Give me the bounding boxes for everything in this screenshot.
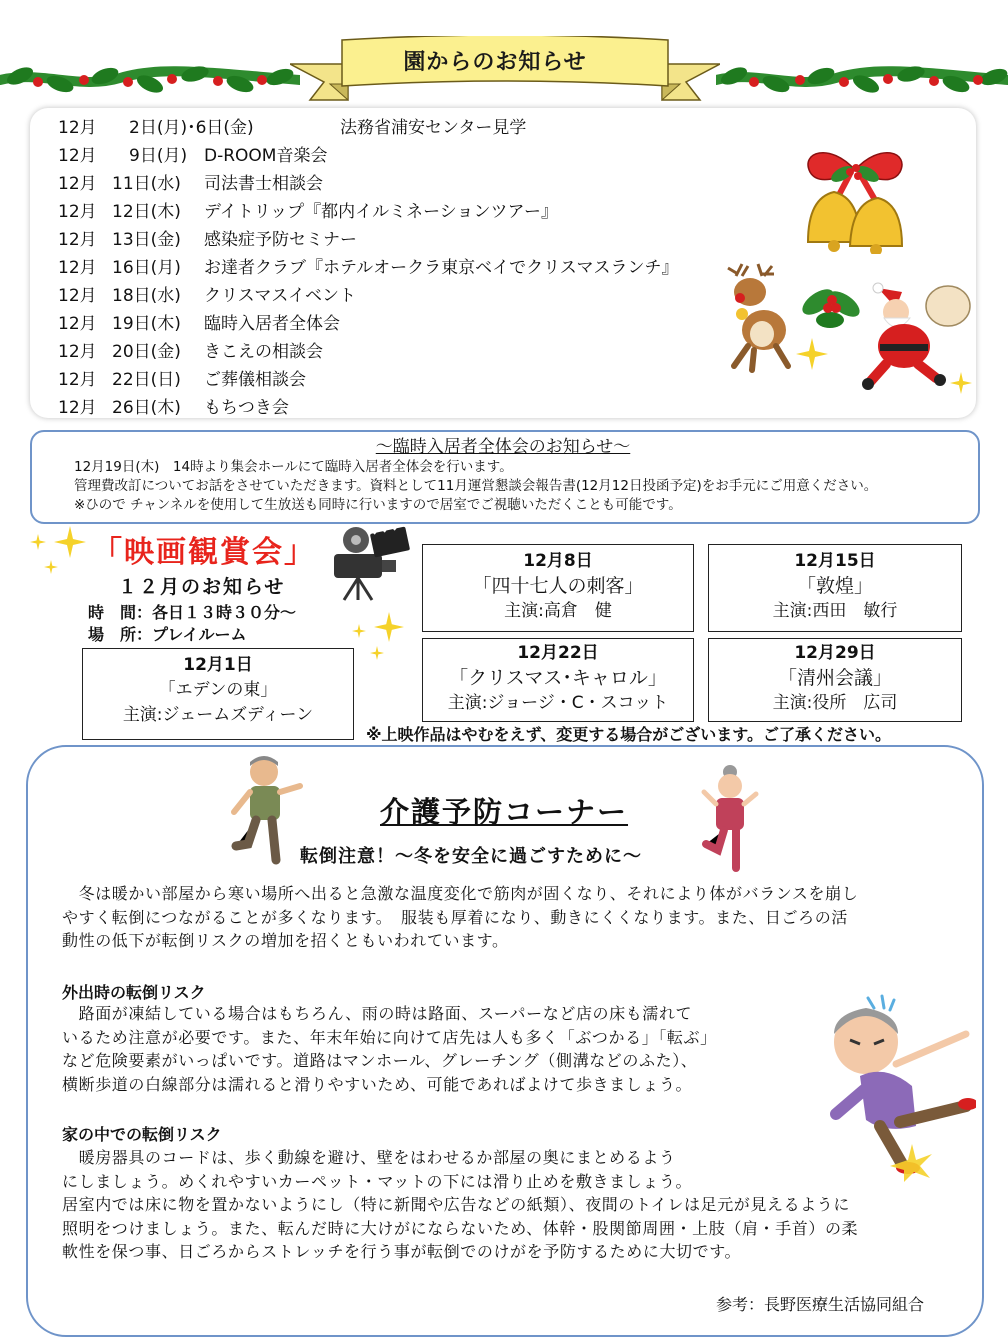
- event-month: 12月: [58, 174, 97, 194]
- event-month: 12月: [58, 202, 97, 222]
- event-list: [58, 114, 678, 422]
- film-title: 「敦煌」: [796, 575, 873, 597]
- film-date: 12月22日: [517, 643, 599, 663]
- list-item: [58, 114, 678, 142]
- film-cast: 主演:ジェームズディーン: [122, 705, 314, 725]
- event-name: 法務省浦安センター見学: [340, 118, 527, 138]
- film-title: 「クリスマス･キャロル」: [449, 667, 667, 689]
- care-title: 介護予防コーナー: [380, 795, 629, 829]
- movie-subtitle: １２月のお知らせ: [118, 576, 286, 598]
- sparkle-icon: [374, 612, 404, 642]
- notice-line: ※ひので チャンネルを使用して生放送も同時に行いますので居室でご視聴いただくことも可能です。: [74, 497, 682, 513]
- page-title: 園からのお知らせ: [403, 50, 587, 75]
- christmas-bells-icon: [790, 142, 920, 254]
- text-line: 照明をつけましょう。また、転んだ時に大けがにならないため、体幹・股関節周囲・上肢（肩・手首）の柔: [62, 1218, 859, 1238]
- film-title: 「エデンの東」: [158, 680, 278, 700]
- reference-note: 参考：長野医療生活協同組合: [716, 1295, 925, 1314]
- sparkle-icon: [30, 534, 46, 550]
- outdoor-paragraph: [62, 1002, 717, 1096]
- film-card: [708, 544, 962, 632]
- film-title: 「清州会議」: [777, 667, 892, 689]
- film-card: [82, 648, 354, 740]
- exercising-woman-icon: [698, 764, 760, 872]
- movie-info: [88, 602, 296, 646]
- event-date: 19日(木): [112, 314, 181, 334]
- text-line: 暖房器具のコードは、歩く動線を避け、壁をはわせるか部屋の奥にまとめるよう: [62, 1148, 676, 1167]
- event-date: 26日(木): [112, 398, 181, 418]
- film-cast: 主演:役所 広司: [772, 693, 898, 713]
- notice-body: [74, 458, 877, 515]
- event-month: 12月: [58, 398, 97, 418]
- text-line: 居室内では床に物を置かないようにし（特に新聞や広告などの紙類）、夜間のトイレは足元が見えるように: [62, 1195, 851, 1214]
- film-title: 「四十七人の刺客」: [472, 575, 644, 597]
- film-card: [422, 544, 694, 632]
- care-subtitle: 転倒注意！～冬を安全に過ごすために～: [300, 846, 642, 867]
- holly-garland-right-icon: [716, 62, 1008, 98]
- list-item: [58, 338, 678, 366]
- text-line: 横断歩道の白線部分は濡れると滑りやすいため、可能であればよけて歩きましょう。: [62, 1074, 693, 1094]
- event-name: お達者クラブ『ホテルオークラ東京ベイでクリスマスランチ』: [204, 258, 679, 278]
- notice-line: 管理費改訂についてお話をさせていただきます。資料として11月運営懇談会報告書(12月12日投函予定)をお手元にご用意ください。: [74, 478, 878, 494]
- event-date: 22日(日): [112, 370, 181, 390]
- text-line: 軟性を保つ事、日ごろからストレッチを行う事が転倒でのけがを予防するために大切です。: [62, 1242, 742, 1261]
- list-item: [58, 226, 678, 254]
- event-date: 2日(月)･6日(金): [112, 118, 254, 138]
- event-month: 12月: [58, 258, 97, 278]
- sparkle-icon: [370, 646, 384, 660]
- movie-place: 場 所：プレイルーム: [88, 625, 247, 644]
- event-date: 13日(金): [112, 230, 181, 250]
- movie-title: 「映画観賞会」: [92, 535, 316, 570]
- sparkle-icon: [54, 526, 86, 558]
- sparkle-icon: [950, 372, 972, 394]
- event-month: 12月: [58, 370, 97, 390]
- film-date: 12月29日: [794, 643, 876, 663]
- event-month: 12月: [58, 118, 97, 138]
- event-name: ご葬儀相談会: [204, 370, 306, 390]
- text-line: 冬は暖かい部屋から寒い場所へ出ると急激な温度変化で筋肉が固くなり、それにより体がバランスを崩し: [62, 884, 859, 903]
- event-date: 20日(金): [112, 342, 181, 362]
- event-name: デイトリップ『都内イルミネーションツアー』: [204, 202, 558, 222]
- film-cast: 主演:高倉 健: [504, 601, 612, 621]
- event-date: 12日(木): [112, 202, 181, 222]
- event-month: 12月: [58, 342, 97, 362]
- list-item: [58, 254, 678, 282]
- movie-time: 時 間：各日１３時３０分～: [88, 603, 297, 622]
- film-date: 12月1日: [183, 655, 253, 675]
- notice-line: 12月19日(木) 14時より集会ホールにて臨時入居者全体会を行います。: [74, 459, 513, 475]
- event-name: 司法書士相談会: [204, 174, 323, 194]
- event-month: 12月: [58, 286, 97, 306]
- sparkle-icon: [796, 338, 828, 370]
- list-item: [58, 142, 678, 170]
- event-date: 16日(月): [112, 258, 181, 278]
- reindeer-icon: [718, 262, 804, 374]
- text-line: 動性の低下が転倒リスクの増加を招くともいわれています。: [62, 931, 509, 950]
- event-date: 9日(月): [112, 146, 188, 166]
- event-date: 18日(水): [112, 286, 181, 306]
- film-date: 12月8日: [523, 551, 593, 571]
- notice-title: ～臨時入居者全体会のお知らせ～: [375, 437, 631, 457]
- film-card: [422, 638, 694, 722]
- sparkle-icon: [44, 560, 58, 574]
- event-name: きこえの相談会: [204, 342, 323, 362]
- event-name: もちつき会: [204, 398, 289, 418]
- list-item: [58, 282, 678, 310]
- text-line: 路面が凍結している場合はもちろん、雨の時は路面、スーパーなど店の床も濡れて: [62, 1004, 693, 1023]
- section-heading: 家の中での転倒リスク: [62, 1125, 222, 1144]
- intro-paragraph: [62, 882, 858, 953]
- sparkle-icon: [352, 624, 366, 638]
- text-line: など危険要素がいっぱいです。道路はマンホール、グレーチング（側溝などのふた）、: [62, 1051, 698, 1070]
- list-item: [58, 394, 678, 422]
- film-cast: 主演:西田 敏行: [772, 601, 898, 621]
- list-item: [58, 170, 678, 198]
- event-name: D-ROOM音楽会: [204, 146, 328, 166]
- text-line: やすく転倒につながることが多くなります。 服装も厚着になり、動きにくくなります。また、日ごろの活: [62, 907, 848, 927]
- event-date: 11日(水): [112, 174, 181, 194]
- event-month: 12月: [58, 146, 97, 166]
- film-note: ※上映作品はやむをえず、変更する場合がございます。ご了承ください。: [366, 725, 891, 744]
- indoor-paragraph: [62, 1146, 858, 1264]
- list-item: [58, 198, 678, 226]
- holly-sprig-icon: [800, 278, 864, 334]
- text-line: いるため注意が必要です。また、年末年始に向けて店先は人も多く「ぶつかる」「転ぶ」: [62, 1027, 717, 1047]
- list-item: [58, 310, 678, 338]
- list-item: [58, 366, 678, 394]
- film-card: [708, 638, 962, 722]
- event-name: 臨時入居者全体会: [204, 314, 340, 334]
- exercising-man-icon: [226, 756, 306, 868]
- film-cast: 主演:ジョージ・C・スコット: [447, 693, 669, 713]
- film-camera-icon: [320, 524, 412, 602]
- event-month: 12月: [58, 314, 97, 334]
- film-date: 12月15日: [794, 551, 876, 571]
- text-line: にしましょう。めくれやすいカーペット・マットの下には滑り止めを敷きましょう。: [62, 1171, 693, 1191]
- holly-garland-left-icon: [0, 62, 300, 98]
- event-name: 感染症予防セミナー: [204, 230, 357, 250]
- event-month: 12月: [58, 230, 97, 250]
- event-name: クリスマスイベント: [204, 286, 356, 306]
- section-heading: 外出時の転倒リスク: [62, 983, 206, 1002]
